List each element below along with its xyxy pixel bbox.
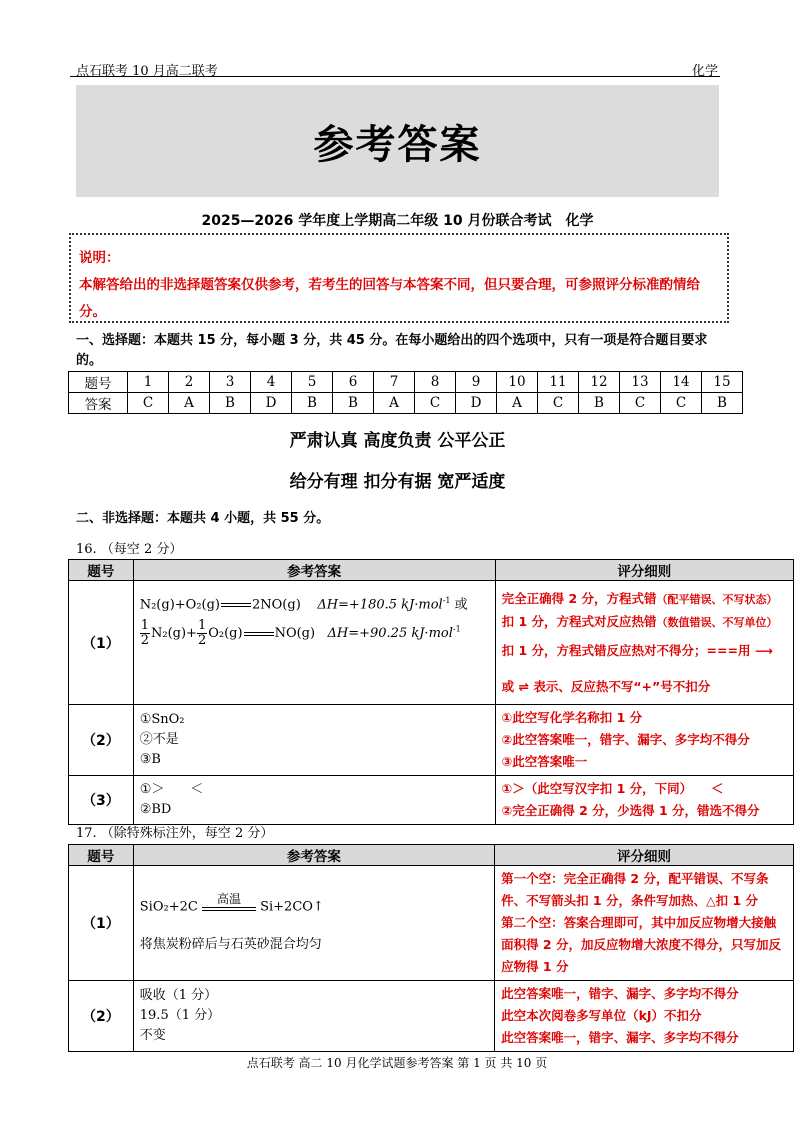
q17-label: 17. （除特殊标注外，每空 2 分）	[76, 826, 274, 841]
answer-number: 6	[333, 372, 374, 393]
equals-sign-icon	[221, 603, 251, 607]
answer-choice: C	[128, 393, 169, 414]
answer-choice: B	[292, 393, 333, 414]
answer-choice: A	[497, 393, 538, 414]
question-no: （1）	[69, 581, 134, 705]
col-header-no: 题号	[69, 560, 134, 581]
answer-number: 2	[169, 372, 210, 393]
rule-cell: 此空答案唯一，错字、漏字、多字均不得分 此空本次阅卷多写单位（kJ）不扣分 此空答案唯一，错字、漏字、多字均不得分	[495, 981, 794, 1052]
answer-choice: B	[579, 393, 620, 414]
answer-choice: B	[702, 393, 743, 414]
answer-cell: ①＞ ＜ ②BD	[133, 776, 495, 825]
answer-table	[68, 371, 743, 414]
answer-choice: D	[456, 393, 497, 414]
exam-title: 2025—2026 学年度上学期高二年级 10 月份联合考试 化学	[201, 213, 594, 229]
number-row-label: 题号	[69, 372, 128, 393]
answer-choice: A	[374, 393, 415, 414]
answer-number: 3	[210, 372, 251, 393]
question-no: （1）	[69, 866, 134, 981]
fraction-half: $\frac{1}{2}$	[197, 618, 207, 649]
section2-heading: 二、非选择题：本题共 4 小题，共 55 分。	[76, 511, 330, 526]
slogan-1: 严肃认真 高度负责 公平公正	[289, 431, 506, 451]
banner-title: 参考答案	[313, 120, 482, 168]
answer-number: 8	[415, 372, 456, 393]
header-divider	[70, 76, 720, 77]
fraction-half: $\frac{1}{2}$	[140, 618, 149, 649]
answer-number: 14	[661, 372, 702, 393]
question-no: （2）	[69, 705, 134, 776]
answer-number: 10	[497, 372, 538, 393]
answer-choice: D	[251, 393, 292, 414]
answer-number: 11	[538, 372, 579, 393]
rule-cell: 第一个空：完全正确得 2 分，配平错误、不写条件、不写箭头扣 1 分，条件写加热、△扣 1 分 第二个空：答案合理即可，其中加反应物增大接触面积得 2 分，加反应物增大浓度不得分，只写加反应物得 1 分	[495, 866, 794, 981]
answer-number: 9	[456, 372, 497, 393]
answer-choice: A	[169, 393, 210, 414]
equation-2: $\frac{1}{2}$ N₂(g)+ $\frac{1}{2}$ O₂(g) NO(g) ΔH=+90.25 kJ·mol$^{-1}$	[140, 618, 461, 649]
equals-sign-icon	[202, 907, 256, 911]
note-title: 说明：	[79, 250, 120, 266]
answer-cell: 吸收（1 分） 19.5（1 分） 不变	[133, 981, 494, 1052]
equals-sign-icon	[244, 632, 274, 636]
answer-table-number-row	[69, 372, 743, 393]
q17-table	[68, 844, 794, 1052]
slogan-2: 给分有理 扣分有据 宽严适度	[289, 472, 506, 492]
answer-choice: C	[661, 393, 702, 414]
table-row	[69, 866, 794, 981]
answer-number: 13	[620, 372, 661, 393]
answer-choice: C	[538, 393, 579, 414]
col-header-rule: 评分细则	[495, 845, 794, 866]
reaction-condition: 高温	[202, 891, 256, 923]
answer-number: 1	[128, 372, 169, 393]
answer-number: 4	[251, 372, 292, 393]
question-no: （2）	[69, 981, 134, 1052]
answer-number: 15	[702, 372, 743, 393]
rule-cell: 完全正确得 2 分，方程式错（配平错误、不写状态） 扣 1 分，方程式对反应热错（数值错误、不写单位） 扣 1 分，方程式错反应热对不得分；===用 ⟶ 或 ⇌ 表示、反应热不写“+”号不扣分	[495, 581, 793, 705]
section1-heading: 一、选择题：本题共 15 分，每小题 3 分，共 45 分。在每小题给出的四个选项中，只有一项是符合题目要求的。	[76, 333, 708, 368]
answer-number: 5	[292, 372, 333, 393]
table-row	[69, 705, 794, 776]
question-no: （3）	[69, 776, 134, 825]
table-row	[69, 981, 794, 1052]
note-body: 本解答给出的非选择题答案仅供参考，若考生的回答与本答案不同，但只要合理，可参照评分标准酌情给分。	[79, 277, 700, 320]
answer-cell: ①SnO₂ ②不是 ③B	[133, 705, 495, 776]
banner	[76, 85, 719, 197]
equation-1: N₂(g)+O₂(g) 2NO(g) ΔH=+180.5 kJ·mol$^{-1}$ 或	[139, 595, 468, 613]
col-header-answer: 参考答案	[133, 560, 495, 581]
answer-cell	[133, 581, 495, 705]
q16-label: 16. （每空 2 分）	[76, 542, 183, 557]
answer-number: 7	[374, 372, 415, 393]
answer-row-label: 答案	[69, 393, 128, 414]
note-box	[69, 233, 729, 323]
answer-choice: B	[210, 393, 251, 414]
answer-choice: C	[620, 393, 661, 414]
q16-table	[68, 559, 794, 825]
rule-cell: ①＞（此空写汉字扣 1 分，下同） ＜ ②完全正确得 2 分，少选得 1 分，错选不得分	[495, 776, 793, 825]
page-footer: 点石联考 高二 10 月化学试题参考答案 第 1 页 共 10 页	[246, 1056, 548, 1070]
answer-choice: B	[333, 393, 374, 414]
col-header-no: 题号	[69, 845, 134, 866]
table-row	[69, 776, 794, 825]
header-left: 点石联考 10 月高二联考	[76, 64, 218, 79]
rule-cell: ①此空写化学名称扣 1 分 ②此空答案唯一，错字、漏字、多字均不得分 ③此空答案唯一	[495, 705, 793, 776]
answer-cell: SiO₂+2C 高温 Si+2CO↑ 将焦炭粉碎后与石英砂混合均匀	[133, 866, 494, 981]
header-right: 化学	[691, 64, 718, 79]
answer-table-answer-row	[69, 393, 743, 414]
answer-number: 12	[579, 372, 620, 393]
answer-choice: C	[415, 393, 456, 414]
equation-3: SiO₂+2C 高温 Si+2CO↑	[140, 891, 488, 923]
table-row	[69, 581, 794, 705]
col-header-answer: 参考答案	[133, 845, 494, 866]
col-header-rule: 评分细则	[495, 560, 793, 581]
